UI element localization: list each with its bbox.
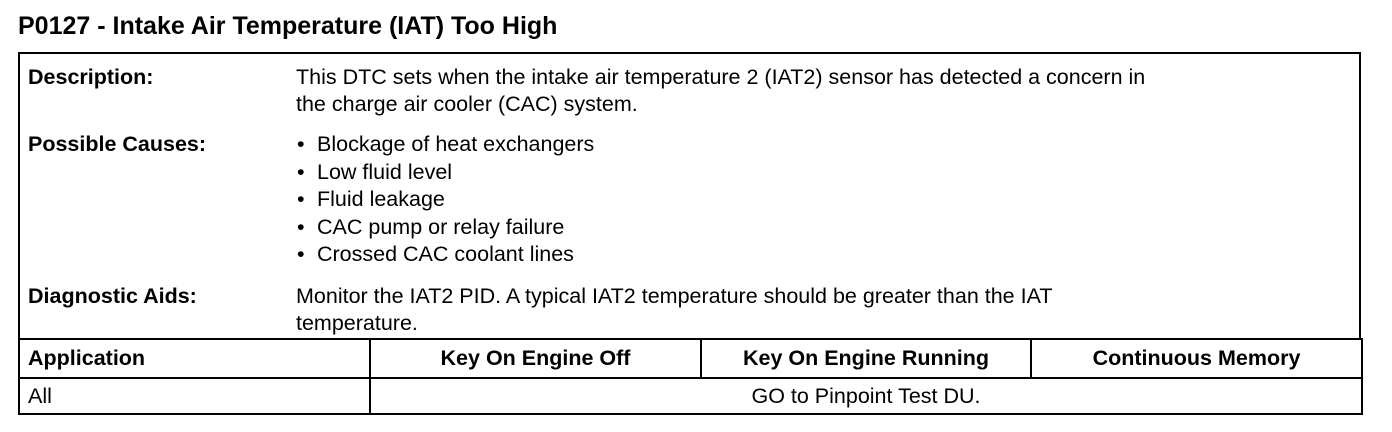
description-line-1: This DTC sets when the intake air temperature 2 (IAT2) sensor has detected a concern in	[296, 65, 1146, 89]
table-row	[19, 378, 1362, 414]
description-text	[296, 64, 1336, 118]
possible-causes-row	[20, 131, 1359, 271]
description-label: Description:	[28, 65, 154, 89]
cell-application: All	[19, 378, 370, 414]
application-table	[18, 338, 1363, 415]
header-key-on-engine-running: Key On Engine Running	[701, 339, 1031, 378]
possible-causes-label: Possible Causes:	[28, 132, 207, 156]
cause-item: • CAC pump or relay failure	[296, 214, 1336, 242]
cause-item: • Low fluid level	[296, 159, 1336, 187]
cell-action: GO to Pinpoint Test DU.	[370, 378, 1362, 414]
header-application: Application	[19, 339, 370, 378]
page-title: P0127 - Intake Air Temperature (IAT) Too High	[18, 12, 558, 40]
diagnostic-aids-line-2: temperature.	[296, 311, 418, 335]
header-continuous-memory: Continuous Memory	[1031, 339, 1362, 378]
header-key-on-engine-off: Key On Engine Off	[370, 339, 701, 378]
diagnostic-aids-line-1: Monitor the IAT2 PID. A typical IAT2 temperature should be greater than the IAT	[296, 284, 1053, 308]
possible-causes-list	[296, 131, 1336, 269]
diagnostic-aids-text	[296, 283, 1336, 337]
description-line-2: the charge air cooler (CAC) system.	[296, 92, 638, 116]
cause-item: • Blockage of heat exchangers	[296, 131, 1336, 159]
diagnostic-aids-row	[20, 283, 1359, 339]
table-header-row	[19, 339, 1362, 378]
cause-item: • Fluid leakage	[296, 186, 1336, 214]
cause-item: • Crossed CAC coolant lines	[296, 241, 1336, 269]
dtc-info-box	[18, 52, 1361, 340]
diagnostic-aids-label: Diagnostic Aids:	[28, 284, 197, 308]
possible-causes-list-container	[296, 131, 1336, 269]
description-row	[20, 64, 1359, 120]
